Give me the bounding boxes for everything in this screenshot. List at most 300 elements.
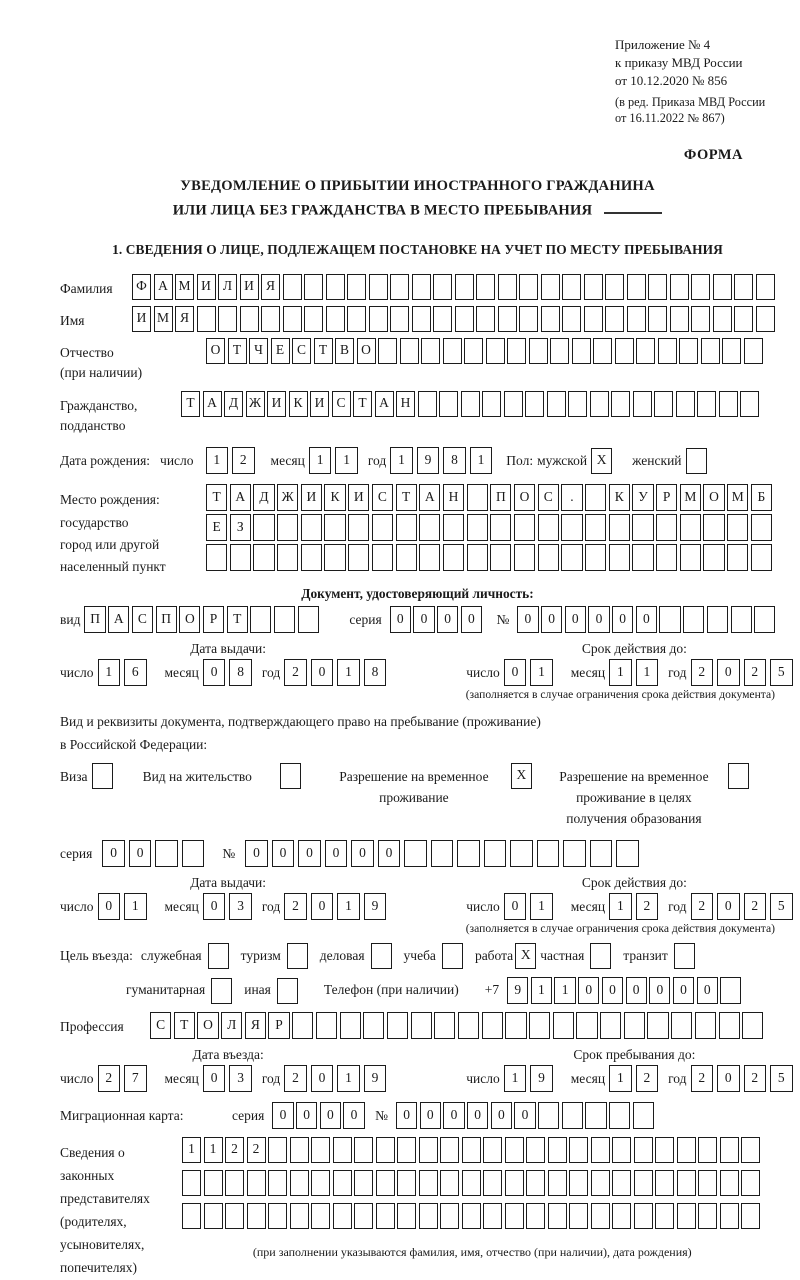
char-box[interactable] (431, 840, 454, 867)
char-box[interactable] (519, 306, 538, 332)
char-box[interactable] (348, 514, 369, 541)
char-box[interactable] (562, 306, 581, 332)
char-box[interactable]: 0 (378, 840, 401, 867)
char-box[interactable] (569, 1203, 588, 1229)
char-box[interactable]: 8 (443, 447, 466, 474)
char-box[interactable] (656, 544, 677, 571)
char-box[interactable] (722, 338, 741, 364)
char-box[interactable] (680, 544, 701, 571)
char-box[interactable] (624, 1012, 645, 1039)
char-box[interactable]: Е (206, 514, 227, 541)
char-box[interactable]: 0 (311, 1065, 334, 1092)
char-box[interactable] (498, 306, 517, 332)
char-box[interactable]: 0 (504, 659, 527, 686)
char-box[interactable]: И (301, 484, 322, 511)
char-box[interactable] (734, 274, 753, 300)
char-box[interactable] (433, 306, 452, 332)
char-box[interactable] (576, 1012, 597, 1039)
char-box[interactable]: 1 (98, 659, 121, 686)
char-box[interactable] (390, 274, 409, 300)
char-box[interactable] (756, 306, 775, 332)
char-box[interactable] (467, 484, 488, 511)
char-box[interactable]: Ф (132, 274, 151, 300)
char-box[interactable] (483, 1203, 502, 1229)
char-box[interactable] (354, 1137, 373, 1163)
char-box[interactable] (585, 484, 606, 511)
char-box[interactable] (324, 544, 345, 571)
char-box[interactable]: Д (253, 484, 274, 511)
char-box[interactable] (585, 1102, 606, 1129)
char-box[interactable]: 0 (565, 606, 586, 633)
char-box[interactable] (311, 1137, 330, 1163)
char-box[interactable]: X (511, 763, 532, 789)
char-box[interactable]: 0 (626, 977, 647, 1004)
char-box[interactable]: М (727, 484, 748, 511)
char-box[interactable] (418, 391, 437, 417)
char-box[interactable] (182, 1170, 201, 1196)
char-box[interactable]: 2 (744, 893, 767, 920)
char-box[interactable]: 1 (390, 447, 413, 474)
char-box[interactable] (632, 514, 653, 541)
char-box[interactable]: 8 (364, 659, 387, 686)
char-box[interactable] (404, 840, 427, 867)
char-box[interactable] (627, 306, 646, 332)
char-box[interactable]: 1 (636, 659, 659, 686)
char-box[interactable] (568, 391, 587, 417)
char-box[interactable] (548, 1170, 567, 1196)
char-box[interactable]: 0 (541, 606, 562, 633)
char-box[interactable]: П (84, 606, 105, 633)
char-box[interactable] (677, 1137, 696, 1163)
char-box[interactable] (742, 1012, 763, 1039)
char-box[interactable] (483, 1137, 502, 1163)
char-box[interactable]: С (538, 484, 559, 511)
char-box[interactable]: 0 (588, 606, 609, 633)
char-box[interactable] (372, 514, 393, 541)
char-box[interactable] (609, 1102, 630, 1129)
char-box[interactable]: Я (175, 306, 194, 332)
char-box[interactable] (208, 943, 229, 969)
char-box[interactable] (505, 1137, 524, 1163)
char-box[interactable]: 1 (337, 1065, 360, 1092)
char-box[interactable] (326, 306, 345, 332)
char-box[interactable] (569, 1137, 588, 1163)
char-box[interactable] (206, 544, 227, 571)
char-box[interactable]: 2 (691, 1065, 714, 1092)
char-box[interactable] (298, 606, 319, 633)
char-box[interactable] (412, 274, 431, 300)
char-box[interactable]: 1 (470, 447, 493, 474)
char-box[interactable] (548, 1203, 567, 1229)
char-box[interactable]: 0 (673, 977, 694, 1004)
char-box[interactable] (505, 1170, 524, 1196)
char-box[interactable] (442, 943, 463, 969)
char-box[interactable] (467, 514, 488, 541)
char-box[interactable] (632, 544, 653, 571)
char-box[interactable] (670, 274, 689, 300)
char-box[interactable] (563, 840, 586, 867)
char-box[interactable]: Н (443, 484, 464, 511)
char-box[interactable] (756, 274, 775, 300)
char-box[interactable] (372, 544, 393, 571)
char-box[interactable]: X (515, 943, 536, 969)
char-box[interactable]: 6 (124, 659, 147, 686)
char-box[interactable]: 0 (467, 1102, 488, 1129)
char-box[interactable]: 9 (364, 893, 387, 920)
char-box[interactable] (439, 391, 458, 417)
char-box[interactable]: 2 (636, 1065, 659, 1092)
char-box[interactable] (674, 943, 695, 969)
char-box[interactable] (457, 840, 480, 867)
char-box[interactable]: 0 (420, 1102, 441, 1129)
char-box[interactable] (277, 544, 298, 571)
char-box[interactable] (204, 1203, 223, 1229)
char-box[interactable] (612, 1203, 631, 1229)
char-box[interactable]: 1 (609, 1065, 632, 1092)
char-box[interactable] (526, 1137, 545, 1163)
char-box[interactable]: И (197, 274, 216, 300)
char-box[interactable] (486, 338, 505, 364)
char-box[interactable] (397, 1203, 416, 1229)
char-box[interactable]: П (156, 606, 177, 633)
char-box[interactable] (691, 306, 710, 332)
char-box[interactable] (648, 274, 667, 300)
char-box[interactable] (728, 763, 749, 789)
char-box[interactable] (655, 1170, 674, 1196)
char-box[interactable] (654, 391, 673, 417)
char-box[interactable]: О (703, 484, 724, 511)
char-box[interactable] (412, 306, 431, 332)
char-box[interactable]: С (132, 606, 153, 633)
char-box[interactable] (605, 306, 624, 332)
char-box[interactable] (612, 1170, 631, 1196)
char-box[interactable]: И (132, 306, 151, 332)
char-box[interactable]: И (348, 484, 369, 511)
char-box[interactable] (247, 1170, 266, 1196)
char-box[interactable] (514, 514, 535, 541)
char-box[interactable] (677, 1170, 696, 1196)
char-box[interactable] (440, 1203, 459, 1229)
char-box[interactable] (443, 514, 464, 541)
char-box[interactable]: 0 (351, 840, 374, 867)
char-box[interactable]: Т (228, 338, 247, 364)
char-box[interactable]: Т (396, 484, 417, 511)
char-box[interactable] (316, 1012, 337, 1039)
char-box[interactable]: А (108, 606, 129, 633)
char-box[interactable] (378, 338, 397, 364)
char-box[interactable] (204, 1170, 223, 1196)
char-box[interactable] (655, 1203, 674, 1229)
char-box[interactable] (636, 338, 655, 364)
char-box[interactable]: . (561, 484, 582, 511)
char-box[interactable] (720, 1170, 739, 1196)
char-box[interactable] (396, 544, 417, 571)
char-box[interactable] (347, 274, 366, 300)
char-box[interactable] (354, 1170, 373, 1196)
char-box[interactable] (419, 1170, 438, 1196)
char-box[interactable] (92, 763, 113, 789)
char-box[interactable] (440, 1137, 459, 1163)
char-box[interactable]: 2 (691, 659, 714, 686)
char-box[interactable]: 1 (335, 447, 358, 474)
char-box[interactable]: 0 (272, 1102, 293, 1129)
char-box[interactable] (371, 943, 392, 969)
char-box[interactable] (648, 306, 667, 332)
char-box[interactable] (525, 391, 544, 417)
char-box[interactable]: С (150, 1012, 171, 1039)
char-box[interactable] (731, 606, 752, 633)
char-box[interactable]: Е (271, 338, 290, 364)
char-box[interactable]: 3 (229, 1065, 252, 1092)
char-box[interactable] (719, 1012, 740, 1039)
char-box[interactable] (591, 1170, 610, 1196)
char-box[interactable] (720, 977, 741, 1004)
char-box[interactable]: М (680, 484, 701, 511)
char-box[interactable] (707, 606, 728, 633)
char-box[interactable] (483, 1170, 502, 1196)
char-box[interactable] (634, 1203, 653, 1229)
char-box[interactable]: 2 (744, 659, 767, 686)
char-box[interactable] (268, 1137, 287, 1163)
char-box[interactable] (411, 1012, 432, 1039)
char-box[interactable]: Т (206, 484, 227, 511)
char-box[interactable]: Т (314, 338, 333, 364)
char-box[interactable] (585, 514, 606, 541)
char-box[interactable] (283, 306, 302, 332)
char-box[interactable]: 7 (124, 1065, 147, 1092)
char-box[interactable] (561, 544, 582, 571)
char-box[interactable] (155, 840, 178, 867)
char-box[interactable] (686, 448, 707, 474)
char-box[interactable] (440, 1170, 459, 1196)
char-box[interactable] (529, 1012, 550, 1039)
char-box[interactable]: С (332, 391, 351, 417)
char-box[interactable]: Р (203, 606, 224, 633)
char-box[interactable]: 0 (578, 977, 599, 1004)
char-box[interactable] (225, 1203, 244, 1229)
char-box[interactable] (461, 391, 480, 417)
char-box[interactable]: Т (181, 391, 200, 417)
char-box[interactable]: 0 (717, 1065, 740, 1092)
char-box[interactable] (591, 1203, 610, 1229)
char-box[interactable] (655, 1137, 674, 1163)
char-box[interactable]: О (206, 338, 225, 364)
char-box[interactable]: 1 (337, 893, 360, 920)
char-box[interactable]: 1 (337, 659, 360, 686)
char-box[interactable]: Д (224, 391, 243, 417)
char-box[interactable]: 0 (245, 840, 268, 867)
char-box[interactable]: 9 (530, 1065, 553, 1092)
char-box[interactable]: С (292, 338, 311, 364)
char-box[interactable]: Ч (249, 338, 268, 364)
char-box[interactable] (387, 1012, 408, 1039)
char-box[interactable]: И (240, 274, 259, 300)
char-box[interactable]: А (375, 391, 394, 417)
char-box[interactable] (274, 606, 295, 633)
char-box[interactable]: 1 (530, 659, 553, 686)
char-box[interactable]: О (514, 484, 535, 511)
char-box[interactable] (376, 1203, 395, 1229)
char-box[interactable]: 0 (272, 840, 295, 867)
char-box[interactable] (713, 274, 732, 300)
char-box[interactable] (677, 1203, 696, 1229)
char-box[interactable]: Р (268, 1012, 289, 1039)
char-box[interactable]: 1 (554, 977, 575, 1004)
char-box[interactable]: 9 (364, 1065, 387, 1092)
char-box[interactable] (253, 514, 274, 541)
char-box[interactable] (253, 544, 274, 571)
char-box[interactable] (572, 338, 591, 364)
char-box[interactable] (698, 1137, 717, 1163)
char-box[interactable] (458, 1012, 479, 1039)
char-box[interactable]: 0 (636, 606, 657, 633)
char-box[interactable]: 3 (229, 893, 252, 920)
char-box[interactable]: 1 (609, 893, 632, 920)
char-box[interactable] (550, 338, 569, 364)
char-box[interactable]: 2 (232, 447, 255, 474)
char-box[interactable] (333, 1203, 352, 1229)
char-box[interactable]: 1 (530, 893, 553, 920)
char-box[interactable] (537, 840, 560, 867)
char-box[interactable]: М (154, 306, 173, 332)
char-box[interactable] (230, 544, 251, 571)
char-box[interactable] (464, 338, 483, 364)
char-box[interactable] (609, 514, 630, 541)
char-box[interactable] (467, 544, 488, 571)
char-box[interactable] (720, 1137, 739, 1163)
char-box[interactable] (734, 306, 753, 332)
char-box[interactable] (304, 274, 323, 300)
char-box[interactable] (680, 514, 701, 541)
char-box[interactable] (283, 274, 302, 300)
char-box[interactable] (421, 338, 440, 364)
char-box[interactable] (698, 1170, 717, 1196)
char-box[interactable]: 0 (390, 606, 411, 633)
char-box[interactable]: Л (218, 274, 237, 300)
char-box[interactable]: О (179, 606, 200, 633)
char-box[interactable] (333, 1137, 352, 1163)
char-box[interactable]: Ж (246, 391, 265, 417)
char-box[interactable] (584, 274, 603, 300)
char-box[interactable] (400, 338, 419, 364)
char-box[interactable]: 0 (325, 840, 348, 867)
char-box[interactable] (659, 606, 680, 633)
char-box[interactable]: 0 (129, 840, 152, 867)
char-box[interactable] (703, 544, 724, 571)
char-box[interactable] (656, 514, 677, 541)
char-box[interactable]: 0 (311, 893, 334, 920)
char-box[interactable] (562, 274, 581, 300)
char-box[interactable] (593, 338, 612, 364)
char-box[interactable] (590, 840, 613, 867)
char-box[interactable] (519, 274, 538, 300)
char-box[interactable]: 2 (98, 1065, 121, 1092)
char-box[interactable]: 2 (691, 893, 714, 920)
char-box[interactable]: И (310, 391, 329, 417)
char-box[interactable] (340, 1012, 361, 1039)
char-box[interactable] (268, 1170, 287, 1196)
char-box[interactable] (490, 544, 511, 571)
char-box[interactable]: 0 (717, 659, 740, 686)
char-box[interactable]: С (372, 484, 393, 511)
char-box[interactable] (590, 943, 611, 969)
char-box[interactable] (324, 514, 345, 541)
char-box[interactable] (616, 840, 639, 867)
char-box[interactable]: 0 (320, 1102, 341, 1129)
char-box[interactable] (301, 544, 322, 571)
char-box[interactable] (250, 606, 271, 633)
char-box[interactable]: А (154, 274, 173, 300)
char-box[interactable]: 0 (396, 1102, 417, 1129)
char-box[interactable] (347, 306, 366, 332)
char-box[interactable]: К (289, 391, 308, 417)
char-box[interactable] (633, 391, 652, 417)
char-box[interactable]: 0 (296, 1102, 317, 1129)
char-box[interactable] (197, 306, 216, 332)
char-box[interactable] (419, 514, 440, 541)
char-box[interactable] (290, 1170, 309, 1196)
char-box[interactable] (720, 1203, 739, 1229)
char-box[interactable] (727, 514, 748, 541)
char-box[interactable] (505, 1012, 526, 1039)
char-box[interactable] (670, 306, 689, 332)
char-box[interactable] (683, 606, 704, 633)
char-box[interactable] (679, 338, 698, 364)
char-box[interactable]: 0 (102, 840, 125, 867)
char-box[interactable]: К (609, 484, 630, 511)
char-box[interactable] (326, 274, 345, 300)
char-box[interactable]: 2 (225, 1137, 244, 1163)
char-box[interactable] (443, 338, 462, 364)
char-box[interactable] (476, 274, 495, 300)
char-box[interactable]: 5 (770, 659, 793, 686)
char-box[interactable] (505, 1203, 524, 1229)
char-box[interactable]: 2 (636, 893, 659, 920)
char-box[interactable]: 0 (612, 606, 633, 633)
char-box[interactable] (526, 1203, 545, 1229)
char-box[interactable] (647, 1012, 668, 1039)
char-box[interactable] (538, 514, 559, 541)
char-box[interactable] (280, 763, 301, 789)
char-box[interactable]: 0 (203, 1065, 226, 1092)
char-box[interactable] (671, 1012, 692, 1039)
char-box[interactable]: Я (245, 1012, 266, 1039)
char-box[interactable] (553, 1012, 574, 1039)
char-box[interactable]: Б (751, 484, 772, 511)
char-box[interactable] (482, 1012, 503, 1039)
char-box[interactable] (697, 391, 716, 417)
char-box[interactable]: Л (221, 1012, 242, 1039)
char-box[interactable]: 0 (717, 893, 740, 920)
char-box[interactable] (507, 338, 526, 364)
char-box[interactable] (611, 391, 630, 417)
char-box[interactable] (419, 1203, 438, 1229)
char-box[interactable] (287, 943, 308, 969)
char-box[interactable]: 0 (649, 977, 670, 1004)
char-box[interactable] (562, 1102, 583, 1129)
char-box[interactable] (311, 1170, 330, 1196)
char-box[interactable]: 2 (284, 659, 307, 686)
char-box[interactable] (569, 1170, 588, 1196)
char-box[interactable] (433, 274, 452, 300)
char-box[interactable]: 0 (602, 977, 623, 1004)
char-box[interactable] (538, 544, 559, 571)
char-box[interactable] (292, 1012, 313, 1039)
char-box[interactable] (484, 840, 507, 867)
char-box[interactable] (182, 1203, 201, 1229)
char-box[interactable] (397, 1170, 416, 1196)
char-box[interactable] (419, 1137, 438, 1163)
